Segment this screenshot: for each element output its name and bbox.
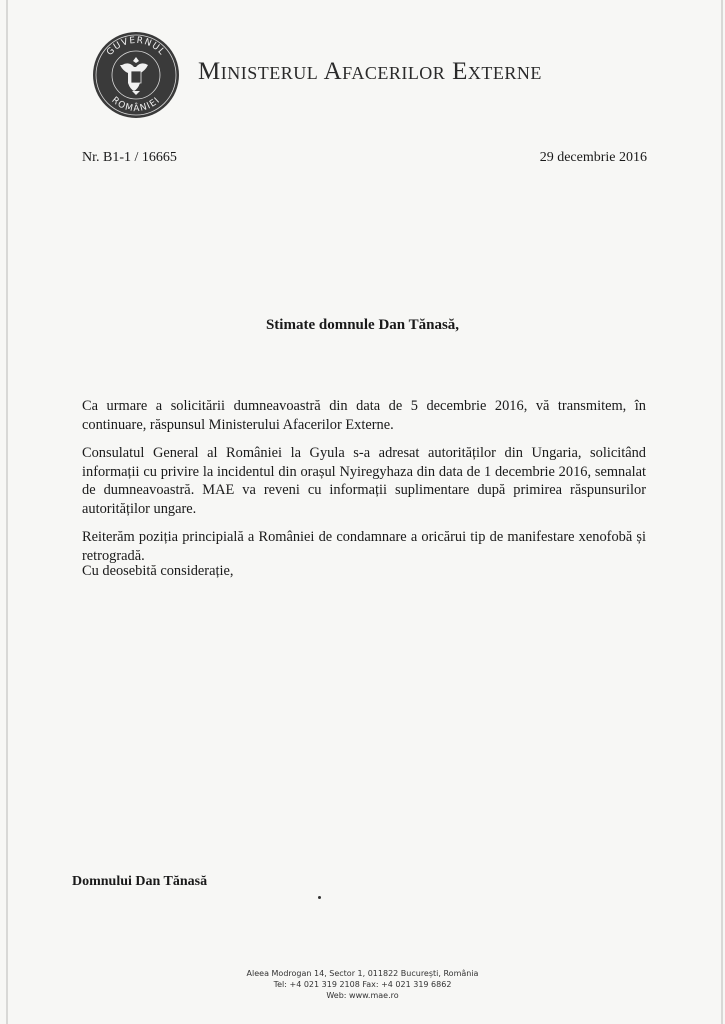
- salutation: Stimate domnule Dan Tănasă,: [265, 317, 460, 333]
- addressee: Domnului Dan Tănasă: [72, 874, 208, 889]
- letter-body: [82, 397, 646, 575]
- body-paragraph: Consulatul General al României la Gyula s-a adresat autorităților din Ungaria, solicitând informații cu privire la incidentul din orașul Nyiregyhaza din data de 1 decembrie 2016, semnalat de dumneavoastră. MAE va reveni cu informații suplimentare după primirea răspunsurilor autorităților ungare.: [82, 445, 646, 517]
- letter-date: 29 decembrie 2016: [539, 150, 647, 165]
- reference-number: Nr. B1-1 / 16665: [82, 150, 177, 165]
- closing-line: Cu deosebită considerație,: [82, 563, 234, 579]
- scan-speck: [318, 896, 321, 899]
- seal-text-top: GUVERNUL: [105, 35, 168, 58]
- footer-phone: Tel: +4 021 319 2108 Fax: +4 021 319 6862: [273, 980, 452, 989]
- body-paragraph: Reiterăm poziția principială a României de condamnare a oricărui tip de manifestare xenofobă și retrogradă.: [82, 529, 646, 564]
- ministry-name: Ministerul Afacerilor Externe: [198, 58, 542, 85]
- scan-edge-left: [6, 0, 8, 1024]
- footer-web: Web: www.mae.ro: [326, 991, 399, 1000]
- scan-edge-right: [721, 0, 723, 1024]
- footer-address: Aleea Modrogan 14, Sector 1, 011822 București, România: [246, 969, 479, 978]
- footer: [0, 968, 725, 1001]
- seal-text-bottom: ROMÂNIEI: [109, 95, 163, 115]
- body-paragraph: Ca urmare a solicitării dumneavoastră din data de 5 decembrie 2016, vă transmitem, în continuare, răspunsul Ministerului Afacerilor Externe.: [82, 398, 646, 433]
- government-seal-logo: [92, 31, 180, 119]
